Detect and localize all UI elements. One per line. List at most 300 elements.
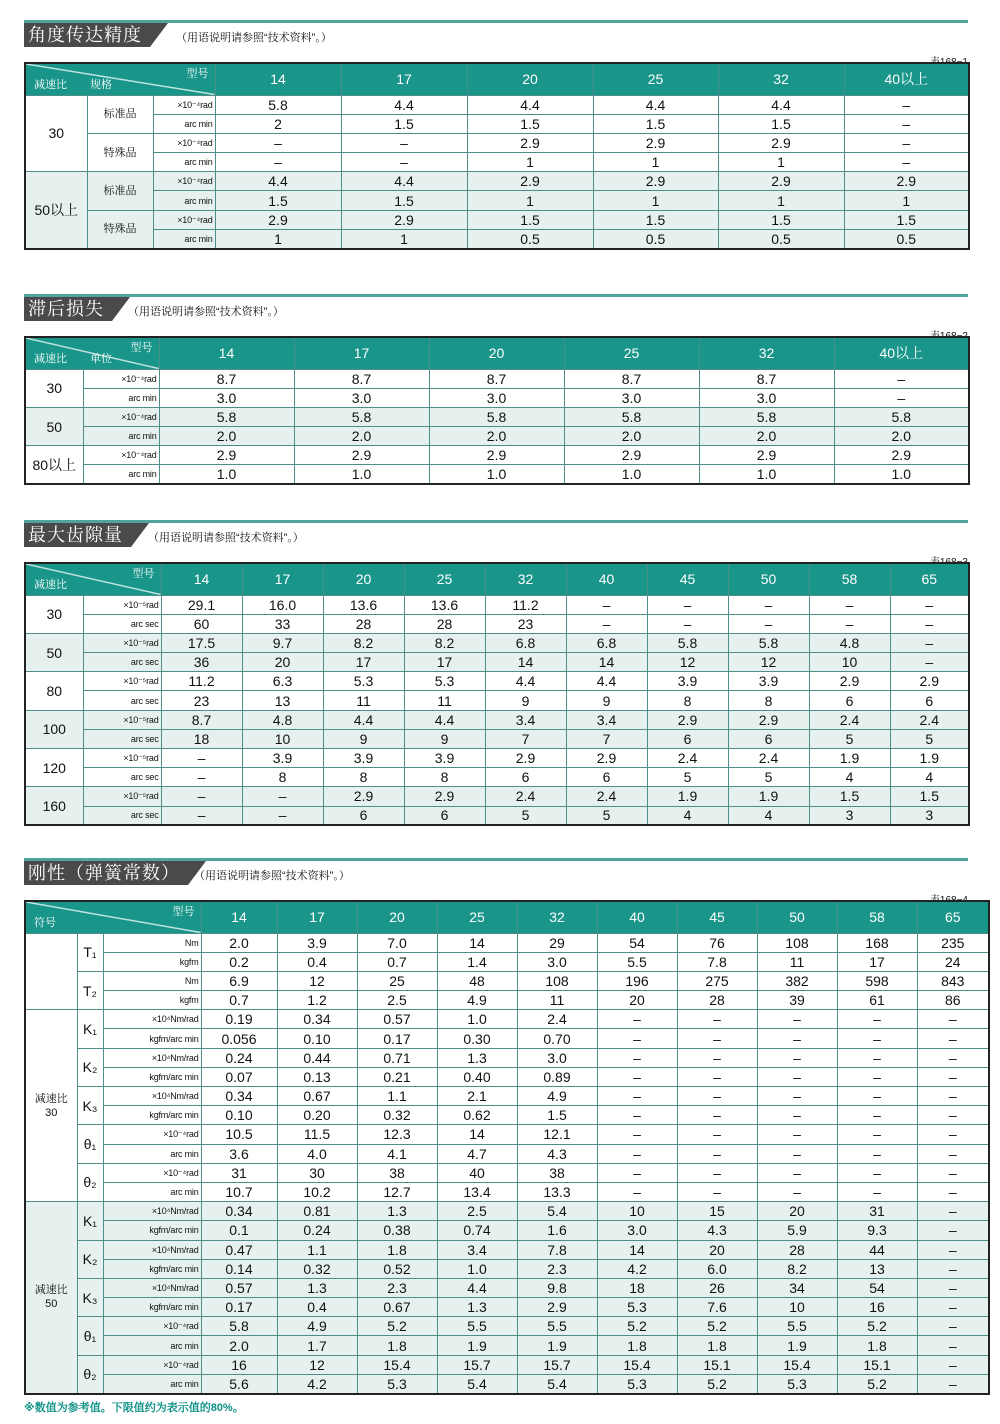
max-backlash-table [24, 562, 970, 826]
value-cell: – [837, 1125, 917, 1144]
unit-cell: ×10⁻⁴rad [83, 369, 159, 388]
table-row [25, 729, 969, 748]
model-header: 20 [467, 63, 593, 95]
value-cell: 5.8 [215, 95, 341, 114]
value-cell: 3.0 [699, 388, 834, 407]
value-cell: 18 [597, 1278, 677, 1297]
model-header: 58 [809, 563, 890, 595]
value-cell: – [837, 1182, 917, 1201]
value-cell: – [728, 595, 809, 614]
table-row [25, 95, 969, 114]
ratio-cell: 100 [25, 710, 83, 748]
table-corner-header [25, 337, 159, 369]
ratio-cell: 160 [25, 787, 83, 825]
corner-left-label: 减速比 [34, 578, 67, 591]
value-cell: – [809, 595, 890, 614]
value-cell: 8.2 [757, 1259, 837, 1278]
model-header: 17 [242, 563, 323, 595]
value-cell: 5.3 [597, 1298, 677, 1317]
value-cell: – [917, 1336, 989, 1355]
model-header: 50 [728, 563, 809, 595]
value-cell: – [161, 749, 242, 768]
value-cell: 2.9 [294, 446, 429, 465]
value-cell: 1 [718, 191, 844, 210]
value-cell: 2 [215, 114, 341, 133]
table-row [25, 1010, 989, 1029]
value-cell: 4.3 [677, 1221, 757, 1240]
value-cell: 1.1 [357, 1087, 437, 1106]
model-header: 17 [294, 337, 429, 369]
value-cell: 0.30 [437, 1029, 517, 1048]
value-cell: 0.10 [201, 1106, 277, 1125]
value-cell: 1.5 [215, 191, 341, 210]
table-row [25, 1221, 989, 1240]
value-cell: – [917, 1125, 989, 1144]
value-cell: 5.2 [677, 1317, 757, 1336]
divider [24, 294, 968, 297]
value-cell: – [757, 1048, 837, 1067]
value-cell: 1.5 [809, 787, 890, 806]
value-cell: 4.4 [485, 672, 566, 691]
value-cell: 3.0 [159, 388, 294, 407]
value-cell: 34 [757, 1278, 837, 1297]
section-header [24, 858, 968, 894]
value-cell: – [597, 1048, 677, 1067]
value-cell: 1.9 [757, 1336, 837, 1355]
value-cell: 17 [837, 952, 917, 971]
value-cell: – [917, 1278, 989, 1297]
value-cell: 1.2 [277, 991, 357, 1010]
value-cell: 4.4 [566, 672, 647, 691]
value-cell: 8.7 [161, 710, 242, 729]
value-cell: 2.9 [566, 749, 647, 768]
value-cell: 7.6 [677, 1298, 757, 1317]
value-cell: 2.4 [485, 787, 566, 806]
value-cell: 1.9 [437, 1336, 517, 1355]
unit-cell: arc min [153, 153, 215, 172]
unit-cell: Nm [103, 971, 201, 990]
value-cell: 0.74 [437, 1221, 517, 1240]
value-cell: 6.9 [201, 971, 277, 990]
value-cell: – [161, 768, 242, 787]
value-cell: 1.8 [597, 1336, 677, 1355]
value-cell: 1.0 [699, 465, 834, 484]
table-row [25, 446, 969, 465]
value-cell: – [837, 1087, 917, 1106]
value-cell: 2.4 [890, 710, 969, 729]
value-cell: – [757, 1125, 837, 1144]
value-cell: 31 [837, 1202, 917, 1221]
value-cell: – [757, 1087, 837, 1106]
value-cell: 4.7 [437, 1144, 517, 1163]
corner-model-label: 型号 [130, 342, 153, 354]
value-cell: 10.2 [277, 1182, 357, 1201]
value-cell: 4.4 [215, 172, 341, 191]
value-cell: 382 [757, 971, 837, 990]
unit-cell: ×10⁻⁴rad [153, 210, 215, 229]
value-cell: 2.0 [429, 427, 564, 446]
value-cell: 14 [437, 933, 517, 952]
value-cell: 0.57 [357, 1010, 437, 1029]
value-cell: 1.0 [834, 465, 969, 484]
model-header: 20 [429, 337, 564, 369]
model-header: 45 [647, 563, 728, 595]
value-cell: 1.9 [517, 1336, 597, 1355]
value-cell: 6 [809, 691, 890, 710]
value-cell: – [837, 1163, 917, 1182]
corner-left-label: 减速比 [34, 352, 67, 365]
table-row [25, 806, 969, 825]
value-cell: – [677, 1106, 757, 1125]
value-cell: – [844, 95, 969, 114]
value-cell: – [597, 1029, 677, 1048]
table-row [25, 1278, 989, 1297]
unit-cell: kgfm/arc min [103, 1029, 201, 1048]
value-cell: 1.5 [467, 114, 593, 133]
value-cell: 6 [404, 806, 485, 825]
table-row [25, 1144, 989, 1163]
value-cell: 2.0 [294, 427, 429, 446]
value-cell: 4 [809, 768, 890, 787]
value-cell: – [566, 614, 647, 633]
value-cell: 3.0 [597, 1221, 677, 1240]
model-header: 32 [699, 337, 834, 369]
value-cell: 2.9 [647, 710, 728, 729]
value-cell: 5.8 [728, 633, 809, 652]
corner-left-label: 减速比 [34, 78, 67, 91]
value-cell: 15 [677, 1202, 757, 1221]
value-cell: 5.3 [357, 1374, 437, 1393]
unit-cell: kgfm [103, 991, 201, 1010]
value-cell: – [917, 1010, 989, 1029]
unit-cell: ×10⁻⁴rad [83, 446, 159, 465]
symbol-cell: θ₁ [77, 1125, 103, 1163]
value-cell: 9 [323, 729, 404, 748]
value-cell: 1.1 [277, 1240, 357, 1259]
value-cell: 3.0 [517, 1048, 597, 1067]
value-cell: 1.3 [437, 1048, 517, 1067]
section-note: （用语说明请参照“技术资料”。） [148, 532, 304, 544]
value-cell: 0.19 [201, 1010, 277, 1029]
value-cell: 5.2 [597, 1317, 677, 1336]
value-cell: 4.9 [437, 991, 517, 1010]
value-cell: – [834, 369, 969, 388]
value-cell: – [647, 614, 728, 633]
value-cell: 5.9 [757, 1221, 837, 1240]
unit-cell: arc sec [83, 614, 161, 633]
value-cell: 1 [593, 191, 718, 210]
value-cell: 0.7 [357, 952, 437, 971]
unit-cell: ×10⁻⁵rad [83, 787, 161, 806]
value-cell: 2.3 [517, 1259, 597, 1278]
value-cell: – [597, 1144, 677, 1163]
value-cell: 0.52 [357, 1259, 437, 1278]
value-cell: 9.8 [517, 1278, 597, 1297]
value-cell: 0.5 [718, 229, 844, 248]
value-cell: 0.40 [437, 1067, 517, 1086]
model-header: 58 [837, 901, 917, 933]
ratio-value: 50 [45, 1298, 58, 1311]
table-row [25, 1125, 989, 1144]
value-cell: 11.5 [277, 1125, 357, 1144]
unit-cell: arc min [103, 1144, 201, 1163]
value-cell: 4.2 [597, 1259, 677, 1278]
value-cell: – [917, 1087, 989, 1106]
value-cell: 2.9 [844, 172, 969, 191]
value-cell: 11.2 [161, 672, 242, 691]
value-cell: 15.1 [837, 1355, 917, 1374]
value-cell: 0.81 [277, 1202, 357, 1221]
value-cell: – [917, 1298, 989, 1317]
value-cell: – [597, 1087, 677, 1106]
value-cell: 6 [323, 806, 404, 825]
value-cell: 2.9 [404, 787, 485, 806]
value-cell: 1.5 [517, 1106, 597, 1125]
value-cell: 0.056 [201, 1029, 277, 1048]
value-cell: 1.5 [718, 210, 844, 229]
value-cell: 3.9 [242, 749, 323, 768]
value-cell: 1.0 [429, 465, 564, 484]
value-cell: 5.3 [404, 672, 485, 691]
value-cell: 1 [593, 153, 718, 172]
value-cell: 3.9 [647, 672, 728, 691]
value-cell: 2.4 [566, 787, 647, 806]
value-cell: – [597, 1010, 677, 1029]
hysteresis-loss-table [24, 336, 970, 485]
value-cell: – [677, 1029, 757, 1048]
value-cell: 5.2 [677, 1374, 757, 1393]
unit-cell: ×10⁴Nm/rad [103, 1202, 201, 1221]
value-cell: 2.9 [341, 210, 467, 229]
value-cell: 0.38 [357, 1221, 437, 1240]
value-cell: 2.9 [564, 446, 699, 465]
value-cell: 0.17 [201, 1298, 277, 1317]
model-header: 50 [757, 901, 837, 933]
value-cell: 15.4 [597, 1355, 677, 1374]
value-cell: 3.0 [564, 388, 699, 407]
value-cell: – [597, 1163, 677, 1182]
value-cell: 4.4 [593, 95, 718, 114]
value-cell: 11 [517, 991, 597, 1010]
table-row [25, 1240, 989, 1259]
value-cell: 16.0 [242, 595, 323, 614]
value-cell: 12 [728, 653, 809, 672]
value-cell: 0.67 [357, 1298, 437, 1317]
value-cell: 5.5 [597, 952, 677, 971]
value-cell: 28 [757, 1240, 837, 1259]
ratio-cell: 30 [25, 95, 87, 172]
value-cell: 29 [517, 933, 597, 952]
table-row [25, 672, 969, 691]
value-cell: – [834, 388, 969, 407]
unit-cell: arc min [153, 229, 215, 248]
value-cell: 1.9 [728, 787, 809, 806]
value-cell: – [677, 1048, 757, 1067]
value-cell: 0.34 [277, 1010, 357, 1029]
value-cell: 5.8 [294, 407, 429, 426]
unit-cell: arc min [103, 1182, 201, 1201]
value-cell: 15.1 [677, 1355, 757, 1374]
value-cell: 14 [485, 653, 566, 672]
value-cell: 1 [215, 229, 341, 248]
unit-cell: arc min [83, 465, 159, 484]
unit-cell: arc min [103, 1374, 201, 1393]
value-cell: 10.5 [201, 1125, 277, 1144]
value-cell: 5.8 [699, 407, 834, 426]
table-row [25, 1087, 989, 1106]
value-cell: 1 [467, 153, 593, 172]
value-cell: 9.7 [242, 633, 323, 652]
value-cell: 1.5 [844, 210, 969, 229]
table-row [25, 407, 969, 426]
unit-cell: ×10⁻⁴rad [103, 1163, 201, 1182]
table-row [25, 691, 969, 710]
value-cell: – [917, 1144, 989, 1163]
value-cell: 5 [485, 806, 566, 825]
symbol-cell: θ₁ [77, 1317, 103, 1355]
corner-left-label: 符号 [34, 916, 56, 929]
value-cell: 2.5 [437, 1202, 517, 1221]
value-cell: 5.4 [517, 1202, 597, 1221]
table-row [25, 1336, 989, 1355]
value-cell: 4.9 [277, 1317, 357, 1336]
unit-cell: ×10⁻⁵rad [83, 672, 161, 691]
value-cell: 0.5 [593, 229, 718, 248]
ratio-cell: 30 [25, 595, 83, 633]
value-cell: 5.8 [834, 407, 969, 426]
value-cell: 14 [437, 1125, 517, 1144]
model-header: 45 [677, 901, 757, 933]
symbol-cell: K₃ [77, 1278, 103, 1316]
angular-accuracy-table [24, 62, 970, 250]
value-cell: 4.4 [467, 95, 593, 114]
unit-cell: ×10⁴Nm/rad [103, 1278, 201, 1297]
section-header [24, 520, 968, 556]
value-cell: 8 [404, 768, 485, 787]
value-cell: 5.2 [837, 1317, 917, 1336]
value-cell: – [917, 1106, 989, 1125]
model-header: 17 [341, 63, 467, 95]
value-cell: 2.0 [834, 427, 969, 446]
value-cell: – [844, 133, 969, 152]
model-header: 20 [357, 901, 437, 933]
value-cell: 11.2 [485, 595, 566, 614]
unit-cell: Nm [103, 933, 201, 952]
value-cell: 0.71 [357, 1048, 437, 1067]
value-cell: 14 [566, 653, 647, 672]
value-cell: 2.9 [834, 446, 969, 465]
value-cell: 4 [647, 806, 728, 825]
value-cell: 13 [837, 1259, 917, 1278]
value-cell: 2.5 [357, 991, 437, 1010]
value-cell: 8.7 [564, 369, 699, 388]
value-cell: 5.4 [517, 1374, 597, 1393]
value-cell: – [917, 1374, 989, 1393]
unit-cell: ×10⁴Nm/rad [103, 1048, 201, 1067]
unit-cell: kgfm/arc min [103, 1221, 201, 1240]
ratio-label: 减速比 [34, 1092, 68, 1105]
value-cell: 23 [485, 614, 566, 633]
value-cell: 8 [728, 691, 809, 710]
value-cell: 17.5 [161, 633, 242, 652]
value-cell: 2.9 [718, 172, 844, 191]
value-cell: 1.9 [809, 749, 890, 768]
value-cell: 6.8 [566, 633, 647, 652]
value-cell: 0.4 [277, 1298, 357, 1317]
value-cell: 9 [404, 729, 485, 748]
value-cell: 2.9 [485, 749, 566, 768]
value-cell: 1.3 [437, 1298, 517, 1317]
value-cell: 235 [917, 933, 989, 952]
section-hysteresis-loss [24, 294, 968, 483]
value-cell: 5.2 [357, 1317, 437, 1336]
value-cell: 2.9 [467, 172, 593, 191]
value-cell: 23 [161, 691, 242, 710]
value-cell: 20 [677, 1240, 757, 1259]
value-cell: 12.1 [517, 1125, 597, 1144]
value-cell: 0.13 [277, 1067, 357, 1086]
table-row [25, 768, 969, 787]
value-cell: 3 [890, 806, 969, 825]
corner-left-label-2: 单位 [90, 352, 112, 365]
value-cell: – [917, 1355, 989, 1374]
value-cell: 9.3 [837, 1221, 917, 1240]
unit-cell: arc min [153, 114, 215, 133]
value-cell: 2.9 [699, 446, 834, 465]
value-cell: 1.9 [647, 787, 728, 806]
value-cell: 1 [467, 191, 593, 210]
value-cell: 6 [890, 691, 969, 710]
value-cell: – [757, 1163, 837, 1182]
section-header [24, 20, 968, 56]
unit-cell: ×10⁻⁴rad [103, 1355, 201, 1374]
value-cell: 2.0 [564, 427, 699, 446]
value-cell: – [161, 787, 242, 806]
model-header: 40以上 [844, 63, 969, 95]
value-cell: – [837, 1106, 917, 1125]
unit-cell: arc sec [83, 806, 161, 825]
value-cell: 5 [647, 768, 728, 787]
symbol-cell: K₁ [77, 1202, 103, 1240]
value-cell: 0.32 [357, 1106, 437, 1125]
value-cell: – [837, 1010, 917, 1029]
value-cell: – [161, 806, 242, 825]
value-cell: 33 [242, 614, 323, 633]
value-cell: 0.14 [201, 1259, 277, 1278]
value-cell: 28 [404, 614, 485, 633]
value-cell: 3.4 [485, 710, 566, 729]
value-cell: 5 [890, 729, 969, 748]
divider [24, 520, 968, 523]
table-corner-header [25, 563, 161, 595]
table-row [25, 1182, 989, 1201]
value-cell: – [242, 806, 323, 825]
value-cell: 1.0 [294, 465, 429, 484]
ratio-cell: 80 [25, 672, 83, 710]
value-cell: – [890, 633, 969, 652]
value-cell: 10 [597, 1202, 677, 1221]
value-cell: 5 [566, 806, 647, 825]
value-cell: – [677, 1010, 757, 1029]
value-cell: 1.3 [277, 1278, 357, 1297]
value-cell: 1.5 [467, 210, 593, 229]
value-cell: 1.5 [593, 114, 718, 133]
value-cell: 40 [437, 1163, 517, 1182]
value-cell: 54 [597, 933, 677, 952]
value-cell: 4.4 [718, 95, 844, 114]
section-title: 角度传达精度 [24, 23, 150, 47]
value-cell: 31 [201, 1163, 277, 1182]
